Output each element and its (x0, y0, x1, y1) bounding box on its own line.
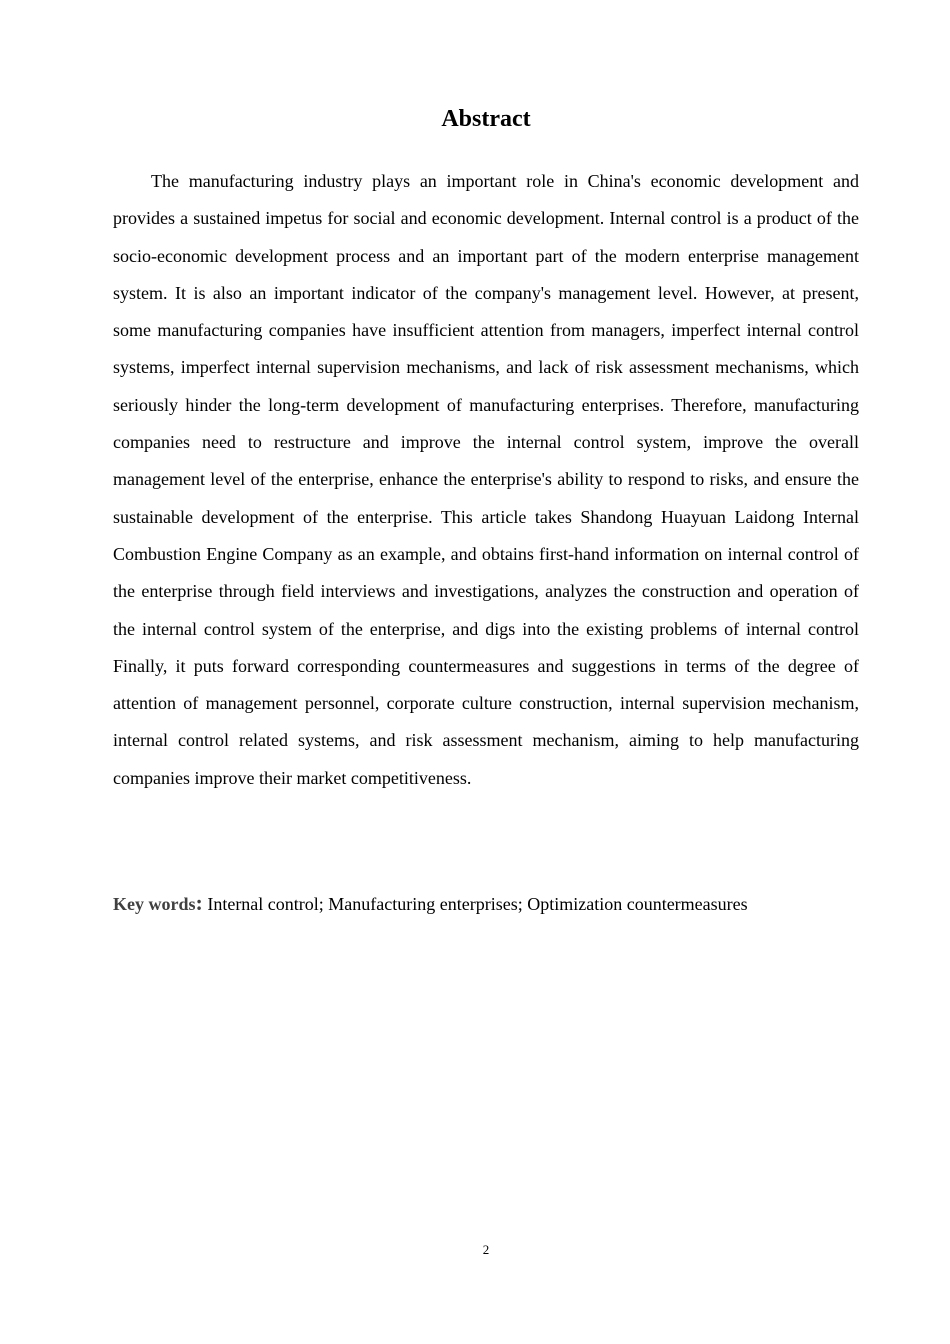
abstract-body: The manufacturing industry plays an important role in China's economic development and provides a sustained impetus for social and economic development. Internal control is a product of the socio-economic development process and an important part of the modern enterprise management system. It is also an important indicator of the company's management level. However, at present, some manufacturing companies have insufficient attention from managers, imperfect internal control systems, imperfect internal supervision mechanisms, and lack of risk assessment mechanisms, which seriously hinder the long-term development of manufacturing enterprises. Therefore, manufacturing companies need to restructure and improve the internal control system, improve the overall management level of the enterprise, enhance the enterprise's ability to respond to risks, and ensure the sustainable development of the enterprise. This article takes Shandong Huayuan Laidong Internal Combustion Engine Company as an example, and obtains first-hand information on internal control of the enterprise through field interviews and investigations, analyzes the construction and operation of the internal control system of the enterprise, and digs into the existing problems of internal control Finally, it puts forward corresponding countermeasures and suggestions in terms of the degree of attention of management personnel, corporate culture construction, internal supervision mechanism, internal control related systems, and risk assessment mechanism, aiming to help manufacturing companies improve their market competitiveness. (113, 171, 859, 788)
page-number: 2 (482, 1242, 490, 1257)
keywords-text: Internal control; Manufacturing enterprises; Optimization countermeasures (202, 894, 748, 914)
keywords-line (113, 884, 859, 923)
abstract-title: Abstract (441, 106, 531, 132)
keywords-label: Key words (113, 894, 196, 914)
keywords-colon: : (195, 890, 203, 915)
